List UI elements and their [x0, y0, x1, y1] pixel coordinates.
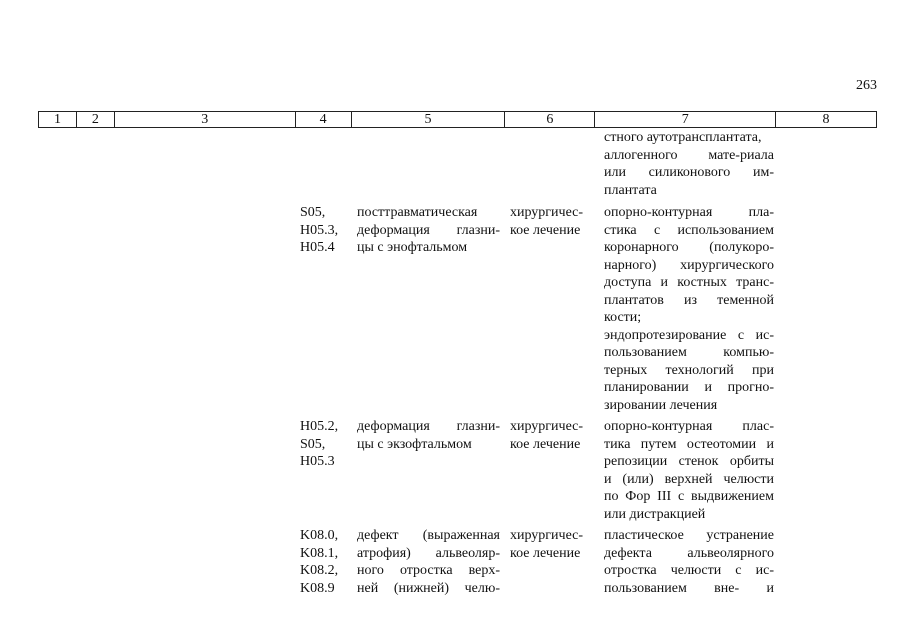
header-cell-3: 3 — [114, 112, 295, 127]
method-line: терных технологий при — [604, 362, 774, 378]
model-line: дефект (выраженная — [357, 528, 500, 543]
code-line: H05.2, — [300, 419, 339, 434]
header-cell-8: 8 — [775, 112, 876, 127]
method-line: кости; — [604, 310, 642, 325]
treatment-cell — [510, 418, 598, 453]
header-cell-4: 4 — [295, 112, 351, 127]
code-line: S05, — [300, 436, 326, 452]
codes-cell — [300, 204, 348, 257]
treatment-line: кое лечение — [510, 436, 581, 452]
treatment-cell — [510, 527, 598, 562]
treatment-line: кое лечение — [510, 545, 581, 561]
code-line: K08.0, — [300, 528, 339, 543]
model-line: ного отростка верх- — [357, 563, 500, 578]
method-line: нарного) хирургического — [604, 257, 774, 273]
method-line: планировании и прогно- — [604, 380, 774, 395]
method-line: опорно-контурная плас- — [604, 419, 774, 434]
header-cell-7: 7 — [594, 112, 775, 127]
treatment-line: хирургичес- — [510, 419, 584, 434]
header-cell-1: 1 — [38, 112, 76, 127]
header-cell-6: 6 — [504, 112, 594, 127]
page-number: 263 — [856, 78, 877, 93]
model-line: атрофия) альвеоляр- — [357, 545, 500, 561]
method-line: пластическое устранение — [604, 528, 774, 543]
code-line: K08.9 — [300, 580, 335, 596]
method-cell — [604, 204, 774, 414]
method-line: пользованием вне- и — [604, 580, 774, 596]
method-line: зировании лечения — [604, 397, 718, 413]
code-line: K08.1, — [300, 545, 339, 561]
model-line: ней (нижней) челю- — [357, 580, 500, 596]
method-cell — [604, 129, 774, 199]
method-line: опорно-контурная пла- — [604, 205, 774, 220]
treatment-cell — [510, 204, 598, 239]
method-line: коронарного (полукоро- — [604, 240, 774, 255]
method-line: или дистракцией — [604, 506, 706, 522]
method-line: плантата — [604, 182, 657, 198]
model-cell — [357, 418, 500, 453]
treatment-line: кое лечение — [510, 222, 581, 238]
code-line: H05.3 — [300, 454, 335, 469]
method-line: плантатов из теменной — [604, 292, 774, 308]
codes-cell — [300, 527, 348, 597]
method-line: репозиции стенок орбиты — [604, 454, 774, 469]
method-line: доступа и костных транс- — [604, 275, 774, 290]
method-line: отростка челюсти с ис- — [604, 563, 774, 578]
code-line: H05.3, — [300, 222, 339, 238]
code-line: S05, — [300, 205, 326, 220]
model-line: цы с экзофтальмом — [357, 436, 472, 452]
model-line: деформация глазни- — [357, 222, 500, 238]
model-line: деформация глазни- — [357, 419, 500, 434]
method-line: эндопротезирование с ис- — [604, 327, 774, 343]
method-line: или силиконового им- — [604, 165, 774, 180]
model-line: цы с энофтальмом — [357, 240, 468, 255]
method-line: и (или) верхней челюсти — [604, 471, 774, 487]
method-line: аллогенного мате-риала — [604, 147, 774, 163]
treatment-line: хирургичес- — [510, 205, 584, 220]
header-cell-2: 2 — [76, 112, 114, 127]
code-line: K08.2, — [300, 563, 339, 578]
header-cell-5: 5 — [351, 112, 505, 127]
method-line: пользованием компью- — [604, 345, 774, 360]
codes-cell — [300, 418, 348, 471]
treatment-line: хирургичес- — [510, 528, 584, 543]
code-line: H05.4 — [300, 240, 335, 255]
model-cell — [357, 204, 500, 257]
method-cell — [604, 527, 774, 597]
method-cell — [604, 418, 774, 523]
model-line: посттравматическая — [357, 205, 478, 220]
table-header-row — [38, 111, 877, 128]
method-line: по Фор III с выдвижением — [604, 489, 774, 504]
method-line: дефекта альвеолярного — [604, 545, 774, 561]
method-line: стика с использованием — [604, 222, 774, 238]
method-line: тика путем остеотомии и — [604, 436, 774, 452]
method-line: стного аутотрансплантата, — [604, 130, 762, 145]
model-cell — [357, 527, 500, 597]
